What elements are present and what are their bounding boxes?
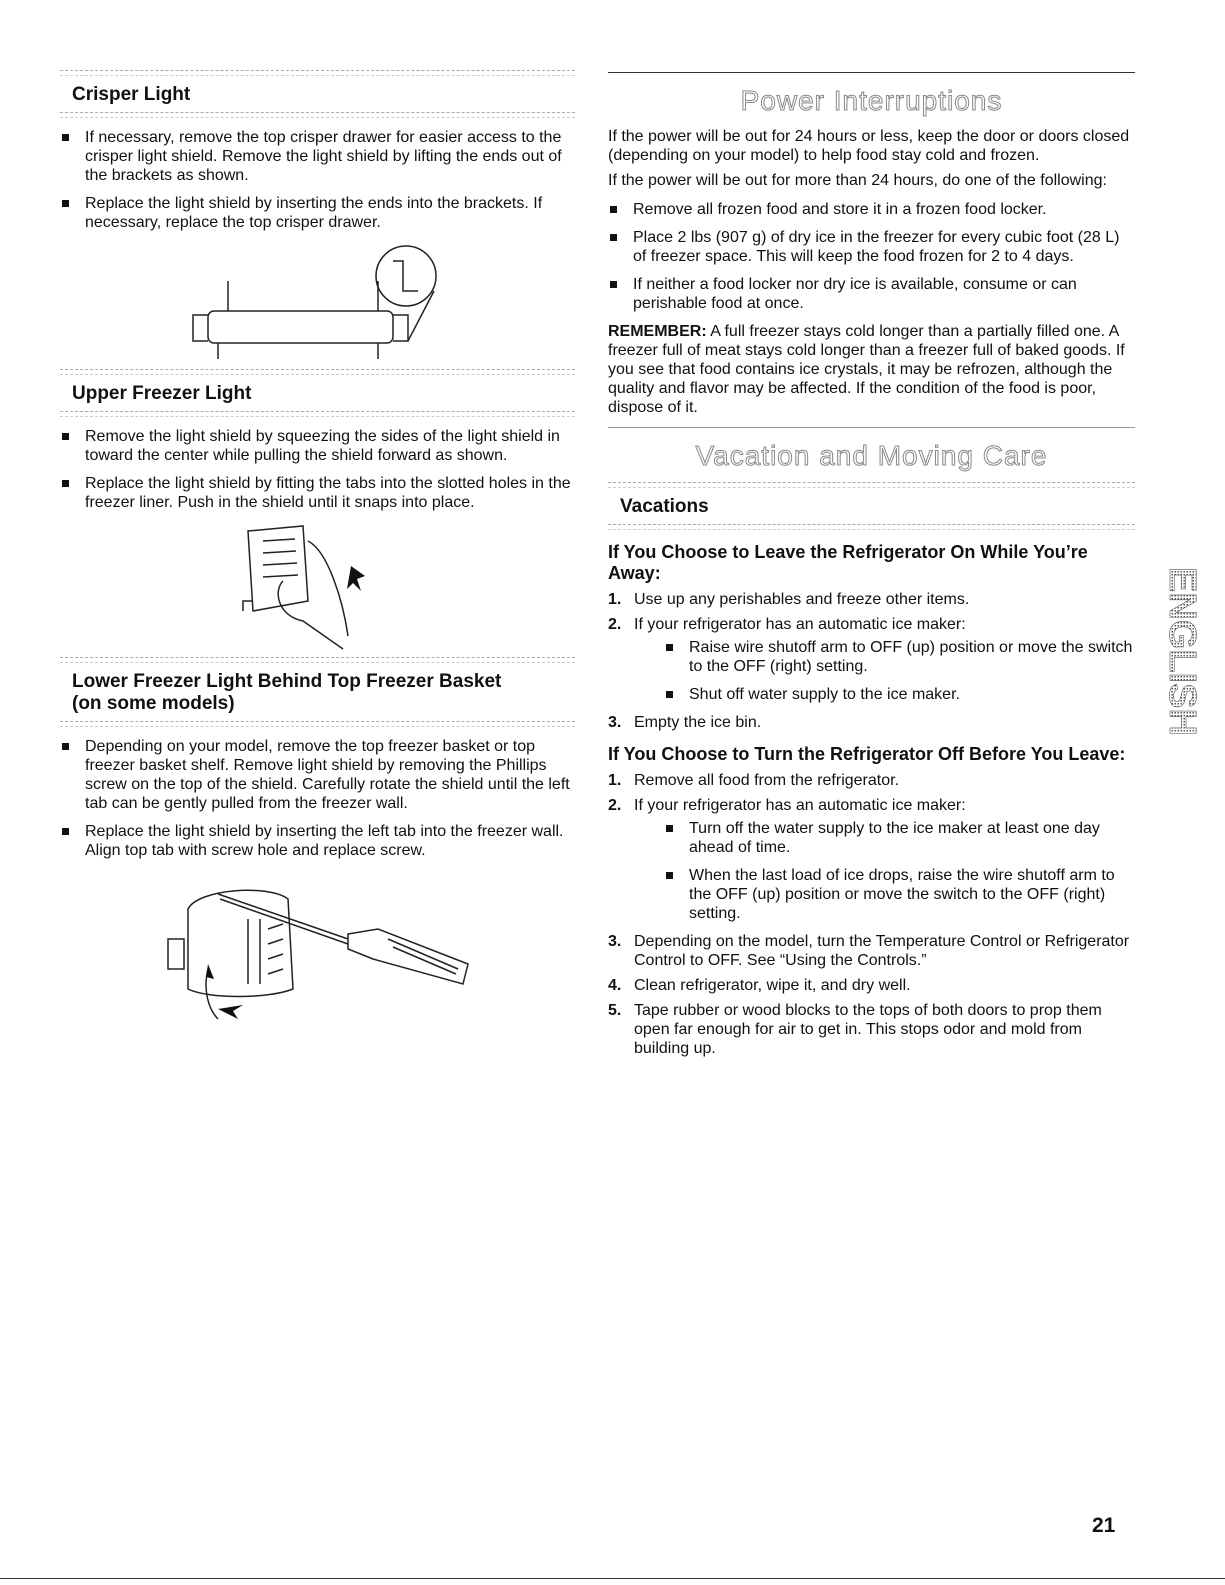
list-item: Shut off water supply to the ice maker. [664,685,1135,704]
list-item [608,771,1135,790]
step-number: 3. [608,933,622,950]
lower-freezer-light-heading [72,671,575,715]
list-item [608,615,1135,704]
step-text: If your refrigerator has an automatic ice maker: [634,797,966,814]
step-text: Use up any perishables and freeze other items. [634,591,970,608]
section-rule [60,112,575,118]
section-rule [60,70,575,76]
list-item: Raise wire shutoff arm to OFF (up) position or move the switch to the OFF (right) setting. [664,638,1135,676]
turn-off-heading: If You Choose to Turn the Refrigerator Off Before You Leave: [608,744,1126,764]
crisper-light-heading: Crisper Light [72,84,191,105]
lower-freezer-light-illustration [148,869,488,1029]
page-bottom-rule [0,1578,1225,1579]
power-interruptions-title: Power Interruptions [740,85,1003,116]
heading-line: (on some models) [72,693,235,714]
heading-line: Lower Freezer Light Behind Top Freezer Basket [72,671,502,692]
list-item: Remove the light shield by squeezing the sides of the light shield in toward the center while pulling the shield forward as shown. [60,427,575,465]
section-rule [60,369,575,375]
crisper-bullets [60,128,575,232]
step-text: Empty the ice bin. [634,714,762,731]
list-item: Replace the light shield by inserting the left tab into the freezer wall. Align top tab with screw hole and replace screw. [60,822,575,860]
list-item: Remove all frozen food and store it in a frozen food locker. [608,200,1135,219]
lower-bullets [60,737,575,860]
remember-label: REMEMBER: [608,323,707,340]
upper-bullets [60,427,575,512]
section-rule [60,411,575,417]
remember-text: A full freezer stays cold longer than a partially filled one. A freezer full of meat stays cold longer than a freezer full of baked goods. If you see that food contains ice crystals, it may be refrozen, although the quality and flavor may be affected. If the condition of the food is poor, dispose of it. [608,323,1125,416]
step-text: Tape rubber or wood blocks to the tops of both doors to prop them open far enough for air to get in. This stops odor and mold from building up. [634,1002,1102,1057]
section-rule [608,427,1135,428]
list-item [608,590,1135,609]
list-item: Replace the light shield by inserting the ends into the brackets. If necessary, replace the top crisper drawer. [60,194,575,232]
page-number: 21 [1092,1514,1116,1537]
crisper-light-illustration [188,241,448,361]
section-rule [608,524,1135,530]
upper-freezer-light-heading: Upper Freezer Light [72,383,252,404]
remember-paragraph [608,322,1135,417]
step-number: 5. [608,1002,622,1019]
sub-bullets [664,819,1135,923]
list-item [608,713,1135,732]
list-item [608,932,1135,970]
step-text: If your refrigerator has an automatic ice maker: [634,616,966,633]
step-text: Depending on the model, turn the Temperature Control or Refrigerator Control to OFF. See “Using the Controls.” [634,933,1130,969]
sub-bullets [664,638,1135,704]
step-text: Remove all food from the refrigerator. [634,772,900,789]
section-rule [60,657,575,663]
turn-off-steps [608,771,1135,1058]
step-number: 2. [608,616,622,633]
section-rule [60,721,575,727]
step-number: 2. [608,797,622,814]
list-item [608,1001,1135,1058]
list-item: If necessary, remove the top crisper drawer for easier access to the crisper light shield. Remove the light shield by lifting the ends out of the brackets as shown. [60,128,575,185]
paragraph: If the power will be out for 24 hours or less, keep the door or doors closed (depending on your model) to help food stay cold and frozen. [608,128,1130,164]
section-rule [608,482,1135,488]
list-item: Replace the light shield by fitting the tabs into the slotted holes in the freezer liner. Push in the shield until it snaps into place. [60,474,575,512]
list-item: Depending on your model, remove the top freezer basket or top freezer basket shelf. Remove light shield by removing the Phillips screw on the top of the shield. Carefully rotate the shield until the left tab can be gently pulled from the freezer wall. [60,737,575,813]
step-number: 1. [608,591,622,608]
step-number: 3. [608,714,622,731]
left-column [60,70,575,1029]
paragraph: If the power will be out for more than 24 hours, do one of the following: [608,172,1107,189]
list-item [608,976,1135,995]
vacations-heading: Vacations [620,496,709,517]
list-item: If neither a food locker nor dry ice is available, consume or can perishable food at once. [608,275,1135,313]
right-column [608,72,1135,1064]
step-number: 4. [608,977,622,994]
list-item: Place 2 lbs (907 g) of dry ice in the freezer for every cubic foot (28 L) of freezer space. This will keep the food frozen for 2 to 4 days. [608,228,1135,266]
list-item: Turn off the water supply to the ice maker at least one day ahead of time. [664,819,1135,857]
list-item: When the last load of ice drops, raise the wire shutoff arm to the OFF (up) position or move the switch to the OFF (right) setting. [664,866,1135,923]
side-tab-label: ENGLISH [1161,567,1203,736]
section-rule [608,72,1135,73]
upper-freezer-light-illustration [233,521,403,651]
power-bullets [608,200,1135,313]
list-item [608,796,1135,923]
english-side-tab [1140,565,1203,785]
leave-on-steps [608,590,1135,732]
step-text: Clean refrigerator, wipe it, and dry well. [634,977,911,994]
step-number: 1. [608,772,622,789]
vacation-moving-title: Vacation and Moving Care [695,440,1048,471]
leave-on-heading: If You Choose to Leave the Refrigerator On While You’re Away: [608,542,1088,583]
